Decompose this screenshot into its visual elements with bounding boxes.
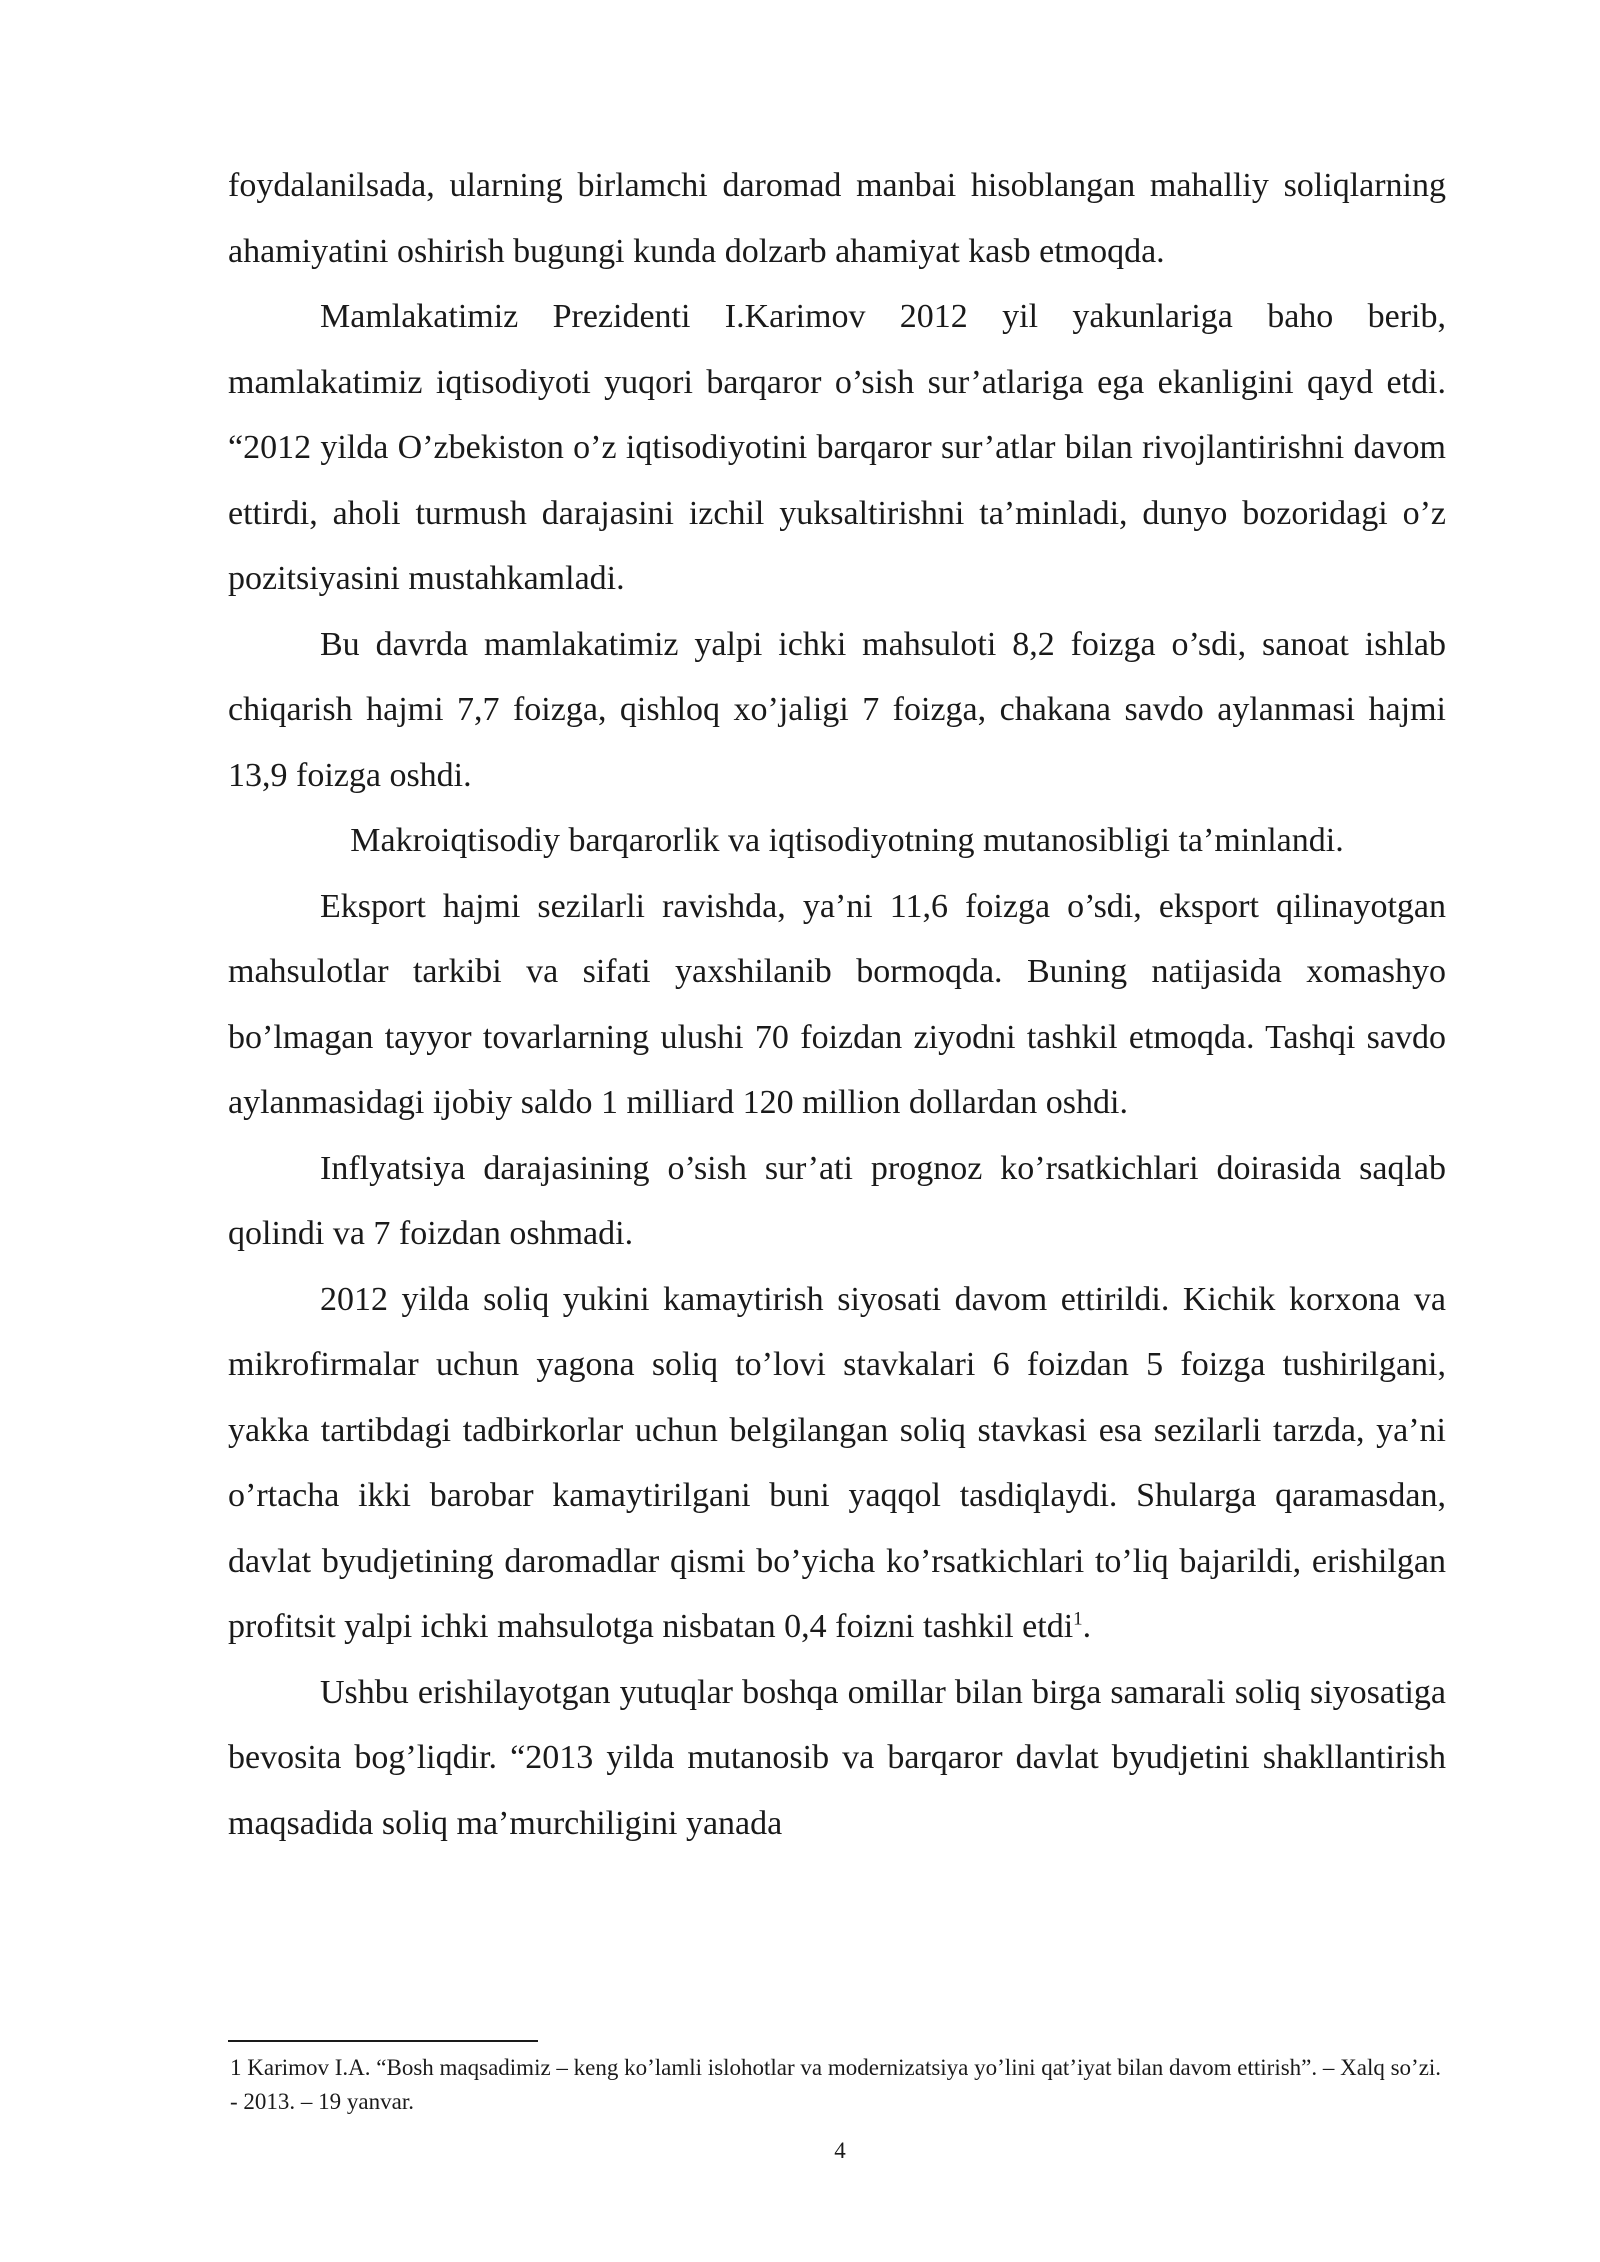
- paragraph-tax-burden: [228, 1267, 1446, 1660]
- tax-burden-text: 2012 yilda soliq yukini kamaytirish siyosati davom ettirildi. Kichik korxona va mikrofirmalar uchun yagona soliq to’lovi stavkalari 6 foizdan 5 foizga tushirilgani, yakka tartibdagi tadbirkorlar uchun belgilangan soliq stavkasi esa sezilarli tarzda, ya’ni o’rtacha ikki barobar kamaytirilgani buni yaqqol tasdiqlaydi. Shularga qaramasdan, davlat byudjetining daromadlar qismi bo’yicha ko’rsatkichlari to’liq bajarildi, erishilgan profitsit yalpi ichki mahsulotga nisbatan 0,4 foizni tashkil etdi: [228, 1280, 1446, 1645]
- paragraph-president-assessment: Mamlakatimiz Prezidenti I.Karimov 2012 yil yakunlariga baho berib, mamlakatimiz iqtisodiyoti yuqori barqaror o’sish sur’atlariga ega ekanligini qayd etdi. “2012 yilda O’zbekiston o’z iqtisodiyotini barqaror sur’atlar bilan rivojlantirishni davom ettirdi, aholi turmush darajasini izchil yuksaltirishni ta’minladi, dunyo bozoridagi o’z pozitsiyasini mustahkamladi.: [228, 298, 1446, 597]
- paragraph-continuation: foydalanilsada, ularning birlamchi daromad manbai hisoblangan mahalliy soliqlarning ahamiyatini oshirish bugungi kunda dolzarb ahamiyat kasb etmoqda.: [228, 167, 1446, 270]
- footnote: 1 Karimov I.A. “Bosh maqsadimiz – keng ko’lamli islohotlar va modernizatsiya yo’lini qat’iyat bilan davom ettirish”. – Xalq so’zi. - 2013. – 19 yanvar.: [230, 2055, 1442, 2114]
- footnote-reference[interactable]: 1: [1073, 1608, 1083, 1630]
- paragraph-inflation: Inflyatsiya darajasining o’sish sur’ati prognoz ko’rsatkichlari doirasida saqlab qolindi va 7 foizdan oshmadi.: [228, 1149, 1446, 1252]
- paragraph-tax-policy: Ushbu erishilayotgan yutuqlar boshqa omillar bilan birga samarali soliq siyosatiga bevosita bog’liqdir. “2013 yilda mutanosib va barqaror davlat byudjetini shakllantirish maqsadida soliq ma’murchiligini yanada: [228, 1673, 1446, 1842]
- sentence-end: .: [1082, 1608, 1092, 1645]
- paragraph-gdp-growth: Bu davrda mamlakatimiz yalpi ichki mahsuloti 8,2 foizga o’sdi, sanoat ishlab chiqarish hajmi 7,7 foizga, qishloq xo’jaligi 7 foizga, chakana savdo aylanmasi hajmi 13,9 foizga oshdi.: [228, 625, 1446, 794]
- paragraph-export: Eksport hajmi sezilarli ravishda, ya’ni 11,6 foizga o’sdi, eksport qilinayotgan mahsulotlar tarkibi va sifati yaxshilanib bormoqda. Buning natijasida xomashyo bo’lmagan tayyor tovarlarning ulushi 70 foizdan ziyodni tashkil etmoqda. Tashqi savdo aylanmasidagi ijobiy saldo 1 milliard 120 million dollardan oshdi.: [228, 887, 1446, 1121]
- page-number: 4: [834, 2138, 846, 2163]
- footnote-divider: [228, 2040, 538, 2042]
- document-body: [228, 153, 1446, 1856]
- paragraph-macro-stability: Makroiqtisodiy barqarorlik va iqtisodiyotning mutanosibligi ta’minlandi.: [350, 822, 1344, 859]
